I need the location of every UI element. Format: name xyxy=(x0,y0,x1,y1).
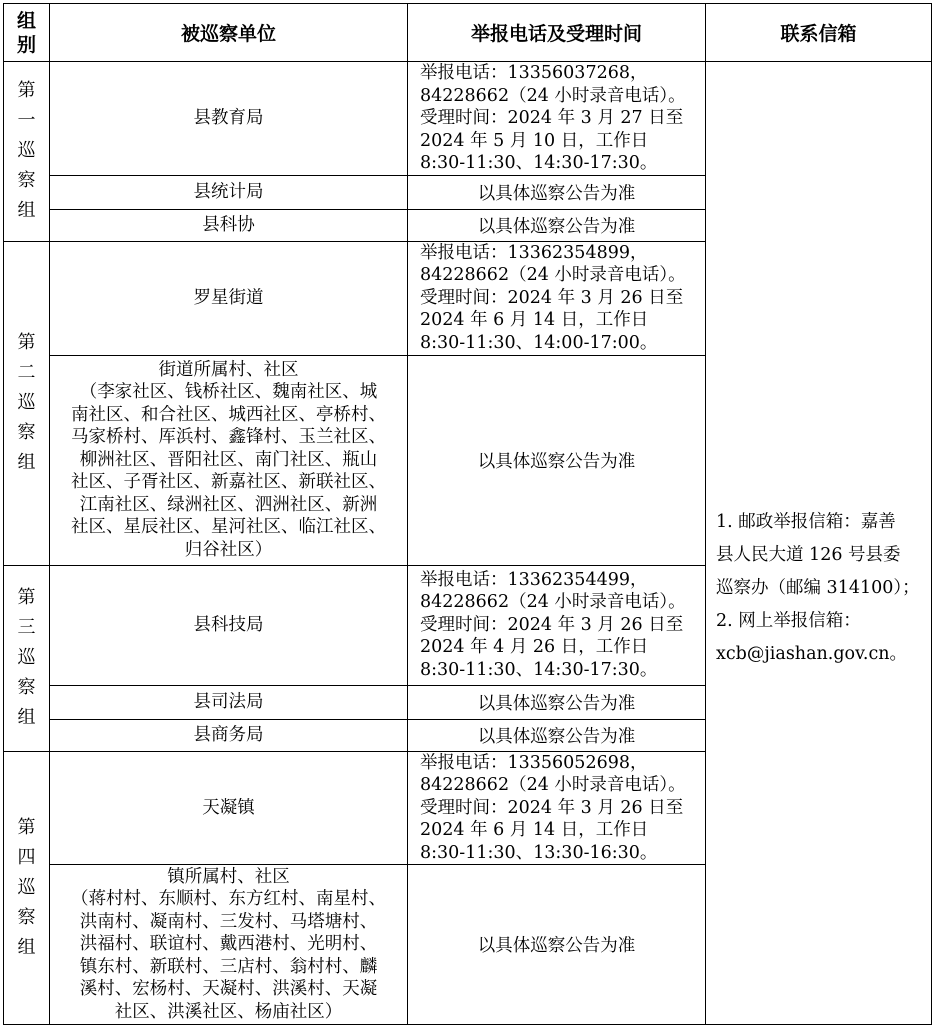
header-phone: 举报电话及受理时间 xyxy=(408,4,706,62)
unit-cell: 县科协 xyxy=(50,209,408,241)
group-name-cell xyxy=(4,751,50,1025)
group-name-char: 组 xyxy=(17,936,36,958)
unit-cell: 天凝镇 xyxy=(50,751,408,865)
contact-line: 举报电话：13356037268， xyxy=(420,63,648,83)
contact-line: 受理时间：2024 年 3 月 26 日至 xyxy=(420,287,684,308)
unit-name-line: 洪南村、凝南村、三发村、马塔塘村、 xyxy=(79,911,378,932)
unit-name-line: 江南社区、绿洲社区、泗洲社区、新洲 xyxy=(79,494,378,515)
contact-cell xyxy=(408,751,706,865)
contact-line: 8:30-11:30、14:30-17:30。 xyxy=(420,659,658,680)
group-name-cell xyxy=(4,565,50,751)
contact-line: 受理时间：2024 年 3 月 27 日至 xyxy=(420,108,684,128)
group-name-char: 组 xyxy=(17,452,36,473)
table-header-row xyxy=(4,4,932,62)
unit-name-line: 社区、洪溪社区、杨庙社区） xyxy=(114,1001,343,1022)
contact-line: 受理时间：2024 年 3 月 26 日至 xyxy=(420,797,684,818)
contact-line: 84228662（24 小时录音电话）。 xyxy=(420,265,686,286)
unit-cell xyxy=(50,865,408,1025)
contact-line: 2024 年 6 月 14 日，工作日 xyxy=(420,310,649,331)
group-name-char: 第 xyxy=(17,332,36,353)
mailbox-line: 巡察办（邮编 314100）； xyxy=(716,577,920,598)
group-name-char: 察 xyxy=(17,906,36,928)
unit-name-line: 社区、星辰社区、星河社区、临江社区、 xyxy=(71,517,386,538)
unit-name-line: 马家桥村、厍浜村、鑫锋村、玉兰社区、 xyxy=(71,427,386,448)
header-group xyxy=(4,4,50,62)
unit-name-line: 溪村、宏杨村、天凝村、洪溪村、天凝 xyxy=(79,979,378,1000)
contact-note-cell: 以具体巡察公告为准 xyxy=(408,209,706,241)
unit-cell xyxy=(50,355,408,565)
group-name-char: 察 xyxy=(17,677,36,698)
contact-line: 举报电话：13362354499， xyxy=(420,569,648,590)
group-name-char: 第 xyxy=(17,816,36,838)
unit-name-line: 街道所属村、社区 xyxy=(158,359,299,380)
contact-line: 84228662（24 小时录音电话）。 xyxy=(420,85,686,106)
contact-line: 84228662（24 小时录音电话）。 xyxy=(420,592,686,613)
group-name-char: 四 xyxy=(17,846,36,868)
header-unit: 被巡察单位 xyxy=(50,4,408,62)
contact-line: 2024 年 6 月 14 日，工作日 xyxy=(420,820,649,840)
group-name-char: 巡 xyxy=(17,392,36,413)
group-name-char: 第 xyxy=(17,587,36,608)
contact-cell xyxy=(408,565,706,685)
contact-line: 举报电话：13356052698， xyxy=(420,752,648,773)
contact-line: 84228662（24 小时录音电话）。 xyxy=(420,775,686,795)
contact-note-cell: 以具体巡察公告为准 xyxy=(408,175,706,209)
contact-line: 2024 年 5 月 10 日，工作日 xyxy=(420,130,649,151)
contact-note-cell: 以具体巡察公告为准 xyxy=(408,355,706,565)
contact-line: 8:30-11:30、14:00-17:00。 xyxy=(420,332,658,353)
contact-line: 2024 年 4 月 26 日，工作日 xyxy=(420,637,649,658)
group-name-char: 组 xyxy=(17,200,36,222)
mailbox-line: 1. 邮政举报信箱：嘉善 xyxy=(716,511,896,532)
group-name-char: 第 xyxy=(17,80,36,102)
unit-name-line: 洪福村、联谊村、戴西港村、光明村、 xyxy=(79,934,378,955)
contact-note-cell: 以具体巡察公告为准 xyxy=(408,685,706,719)
mailbox-line: 2. 网上举报信箱： xyxy=(716,610,861,631)
group-name-char: 一 xyxy=(17,110,36,132)
mailbox-cell xyxy=(706,62,932,1025)
group-name-char: 组 xyxy=(17,707,36,728)
unit-name-line: 柳洲社区、晋阳社区、南门社区、瓶山 xyxy=(79,449,378,470)
unit-cell: 县统计局 xyxy=(50,175,408,209)
contact-cell xyxy=(408,241,706,355)
mailbox-line: 县人民大道 126 号县委 xyxy=(716,544,901,565)
inspection-table xyxy=(3,3,932,1025)
contact-line: 8:30-11:30、13:30-16:30。 xyxy=(420,842,658,863)
unit-name-line: 归谷社区） xyxy=(184,539,273,560)
unit-cell: 县科技局 xyxy=(50,565,408,685)
unit-cell: 县教育局 xyxy=(50,62,408,176)
group-name-char: 察 xyxy=(17,422,36,443)
group-name-char: 察 xyxy=(17,170,36,192)
contact-note-cell: 以具体巡察公告为准 xyxy=(408,865,706,1025)
unit-name-line: 南社区、和合社区、城西社区、亭桥村、 xyxy=(71,404,386,425)
contact-cell xyxy=(408,62,706,176)
contact-line: 举报电话：13362354899， xyxy=(420,242,648,263)
table-row xyxy=(4,62,932,176)
unit-name-line: （李家社区、钱桥社区、魏南社区、城 xyxy=(79,382,378,403)
group-name-char: 二 xyxy=(17,362,36,383)
unit-cell: 县司法局 xyxy=(50,685,408,719)
unit-name-line: （蒋村村、东顺村、东方红村、南星村、 xyxy=(71,889,386,910)
contact-line: 受理时间：2024 年 3 月 26 日至 xyxy=(420,614,684,635)
header-mail: 联系信箱 xyxy=(706,4,932,62)
mailbox-line: xcb@jiashan.gov.cn。 xyxy=(716,643,908,664)
contact-line: 8:30-11:30、14:30-17:30。 xyxy=(420,153,658,173)
group-name-char: 巡 xyxy=(17,647,36,668)
group-name-char: 三 xyxy=(17,617,36,638)
header-group-text: 组别 xyxy=(16,9,36,56)
unit-cell: 罗星街道 xyxy=(50,241,408,355)
unit-name-line: 社区、子胥社区、新嘉社区、新联社区、 xyxy=(71,472,386,493)
group-name-cell xyxy=(4,241,50,565)
unit-name-line: 镇所属村、社区 xyxy=(167,866,290,887)
contact-note-cell: 以具体巡察公告为准 xyxy=(408,719,706,751)
unit-cell: 县商务局 xyxy=(50,719,408,751)
group-name-cell xyxy=(4,62,50,242)
group-name-char: 巡 xyxy=(17,140,36,162)
unit-name-line: 镇东村、新联村、三店村、翁村村、麟 xyxy=(79,956,378,977)
group-name-char: 巡 xyxy=(17,876,36,898)
